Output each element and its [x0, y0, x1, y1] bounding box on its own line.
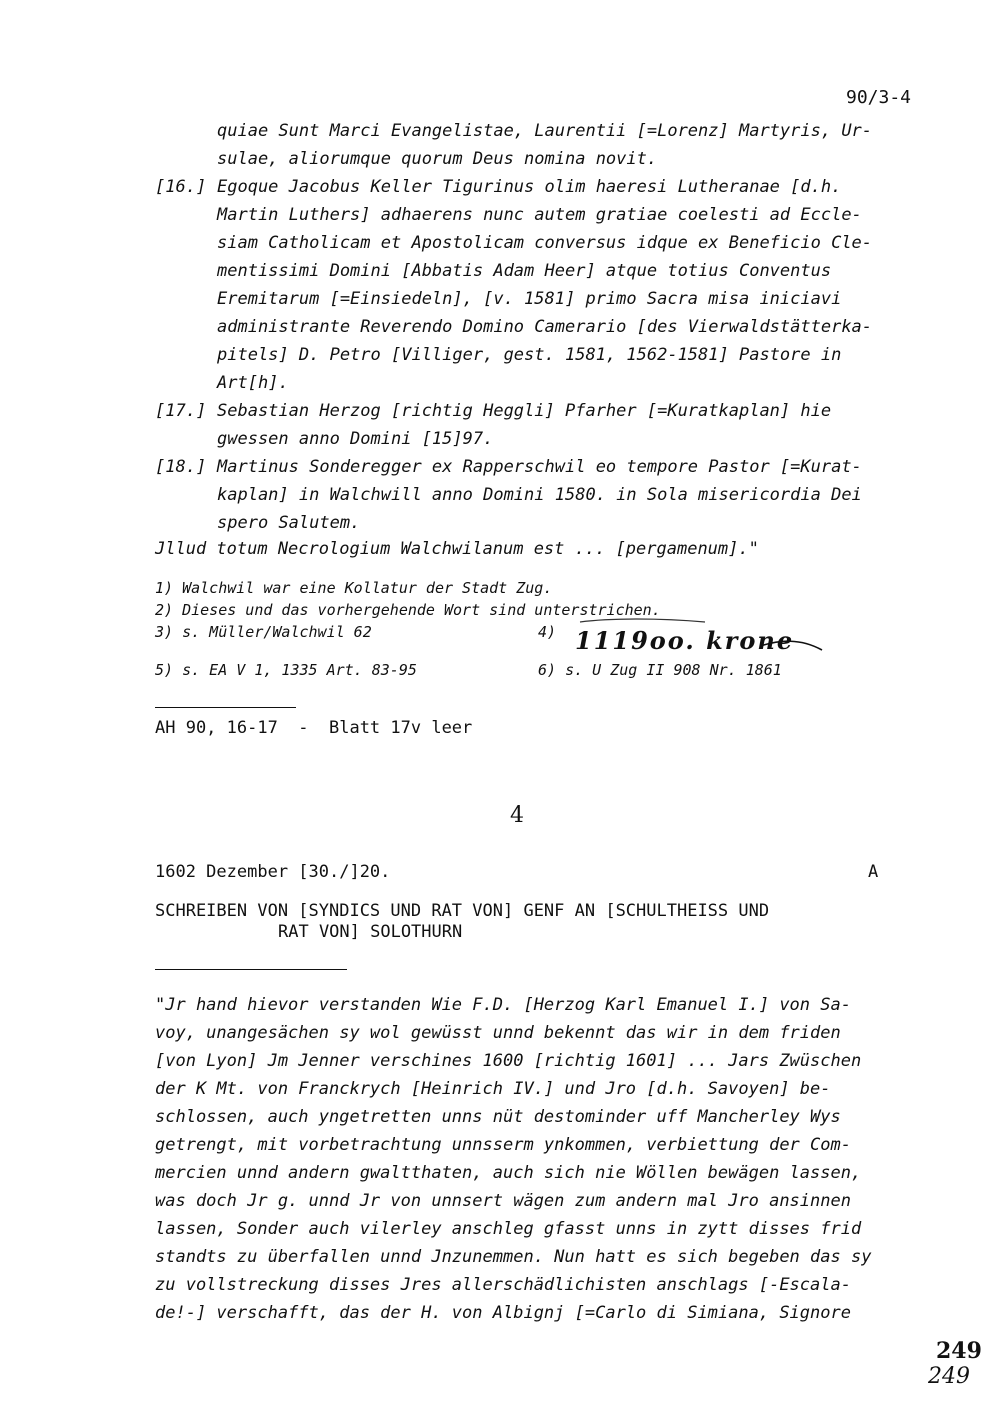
text-line: pitels] D. Petro [Villiger, gest. 1581, 1562-1581] Pastore in — [217, 345, 842, 365]
text-line: Martin Luthers] adhaerens nunc autem gratiae coelesti ad Eccle- — [217, 205, 862, 225]
text-line: quiae Sunt Marci Evangelistae, Laurentii [=Lorenz] Martyris, Ur- — [217, 121, 873, 141]
footnote: 1) Walchwil war eine Kollatur der Stadt Zug. — [155, 579, 553, 597]
text-line: schlossen, auch yngetretten unns nüt destominder uff Mancherley Wys — [155, 1107, 841, 1127]
blatt-note: AH 90, 16-17 - Blatt 17v leer — [155, 718, 473, 738]
text-line: Egoque Jacobus Keller Tigurinus olim haeresi Lutheranae [d.h. — [217, 177, 842, 197]
date-line: 1602 Dezember [30./]20. — [155, 862, 391, 882]
text-line: "Jr hand hievor verstanden Wie F.D. [Herzog Karl Emanuel I.] von Sa- — [155, 995, 851, 1015]
handwritten-annotation: 1119oo. krone — [575, 626, 795, 655]
page-ref: 90/3-4 — [846, 87, 912, 108]
text-line: Martinus Sonderegger ex Rapperschwil eo tempore Pastor [=Kurat- — [217, 457, 862, 477]
footnote: 6) s. U Zug II 908 Nr. 1861 — [538, 661, 782, 679]
handwritten-page-number: 249 — [936, 1338, 982, 1364]
section-number: 4 — [510, 803, 524, 828]
text-line: Eremitarum [=Einsiedeln], [v. 1581] primo Sacra misa iniciavi — [217, 289, 842, 309]
text-line: der K Mt. von Franckrych [Heinrich IV.] und Jro [d.h. Savoyen] be- — [155, 1079, 831, 1099]
footnote: 5) s. EA V 1, 1335 Art. 83-95 — [155, 661, 417, 679]
text-line: Sebastian Herzog [richtig Heggli] Pfarher [=Kuratkaplan] hie — [217, 401, 832, 421]
heading-line: SCHREIBEN VON [SYNDICS UND RAT VON] GENF AN [SCHULTHEISS UND — [155, 901, 770, 921]
text-line: de!-] verschafft, das der H. von Albignj [=Carlo di Simiana, Signore — [155, 1303, 851, 1323]
letter-code: A — [868, 862, 879, 882]
text-line: gwessen anno Domini [15]97. — [217, 429, 494, 449]
separator-line — [155, 707, 296, 708]
footnote-marker: 4) — [538, 623, 557, 641]
text-line: getrengt, mit vorbetrachtung unnsserm ynkommen, verbiettung der Com- — [155, 1135, 851, 1155]
closing-line: Jllud totum Necrologium Walchwilanum est ... [pergamenum]." — [155, 539, 759, 559]
text-line: voy, unangesächen sy wol gewüsst unnd bekennt das wir in dem friden — [155, 1023, 841, 1043]
footnote: 2) Dieses und das vorhergehende Wort sind unterstrichen. — [155, 601, 661, 619]
separator-line — [155, 969, 347, 970]
handwritten-page-number: 249 — [928, 1364, 970, 1389]
text-line: standts zu überfallen unnd Jnzunemmen. Nun hatt es sich begeben das sy — [155, 1247, 872, 1267]
text-line: lassen, Sonder auch vilerley anschleg gfasst unns in zytt disses frid — [155, 1219, 862, 1239]
footnote: 3) s. Müller/Walchwil 62 — [155, 623, 372, 641]
text-line: [von Lyon] Jm Jenner verschines 1600 [richtig 1601] ... Jars Zwüschen — [155, 1051, 862, 1071]
heading-line: RAT VON] SOLOTHURN — [278, 922, 463, 942]
paragraph-label: [16.] — [155, 177, 207, 197]
text-line: Art[h]. — [217, 373, 289, 393]
text-line: zu vollstreckung disses Jres allerschädlichisten anschlags [-Escala- — [155, 1275, 851, 1295]
handwritten-stroke-icon — [570, 614, 830, 664]
text-line: spero Salutem. — [217, 513, 361, 533]
text-line: mentissimi Domini [Abbatis Adam Heer] atque totius Conventus — [217, 261, 832, 281]
text-line: was doch Jr g. unnd Jr von unnsert wägen zum andern mal Jro ansinnen — [155, 1191, 851, 1211]
text-line: sulae, aliorumque quorum Deus nomina novit. — [217, 149, 658, 169]
paragraph-label: [17.] — [155, 401, 207, 421]
text-line: administrante Reverendo Domino Camerario [des Vierwaldstätterka- — [217, 317, 873, 337]
paragraph-label: [18.] — [155, 457, 207, 477]
text-line: kaplan] in Walchwill anno Domini 1580. in Sola misericordia Dei — [217, 485, 862, 505]
text-line: siam Catholicam et Apostolicam conversus idque ex Beneficio Cle- — [217, 233, 873, 253]
text-line: mercien unnd andern gwaltthaten, auch sich nie Wöllen bewägen lassen, — [155, 1163, 862, 1183]
